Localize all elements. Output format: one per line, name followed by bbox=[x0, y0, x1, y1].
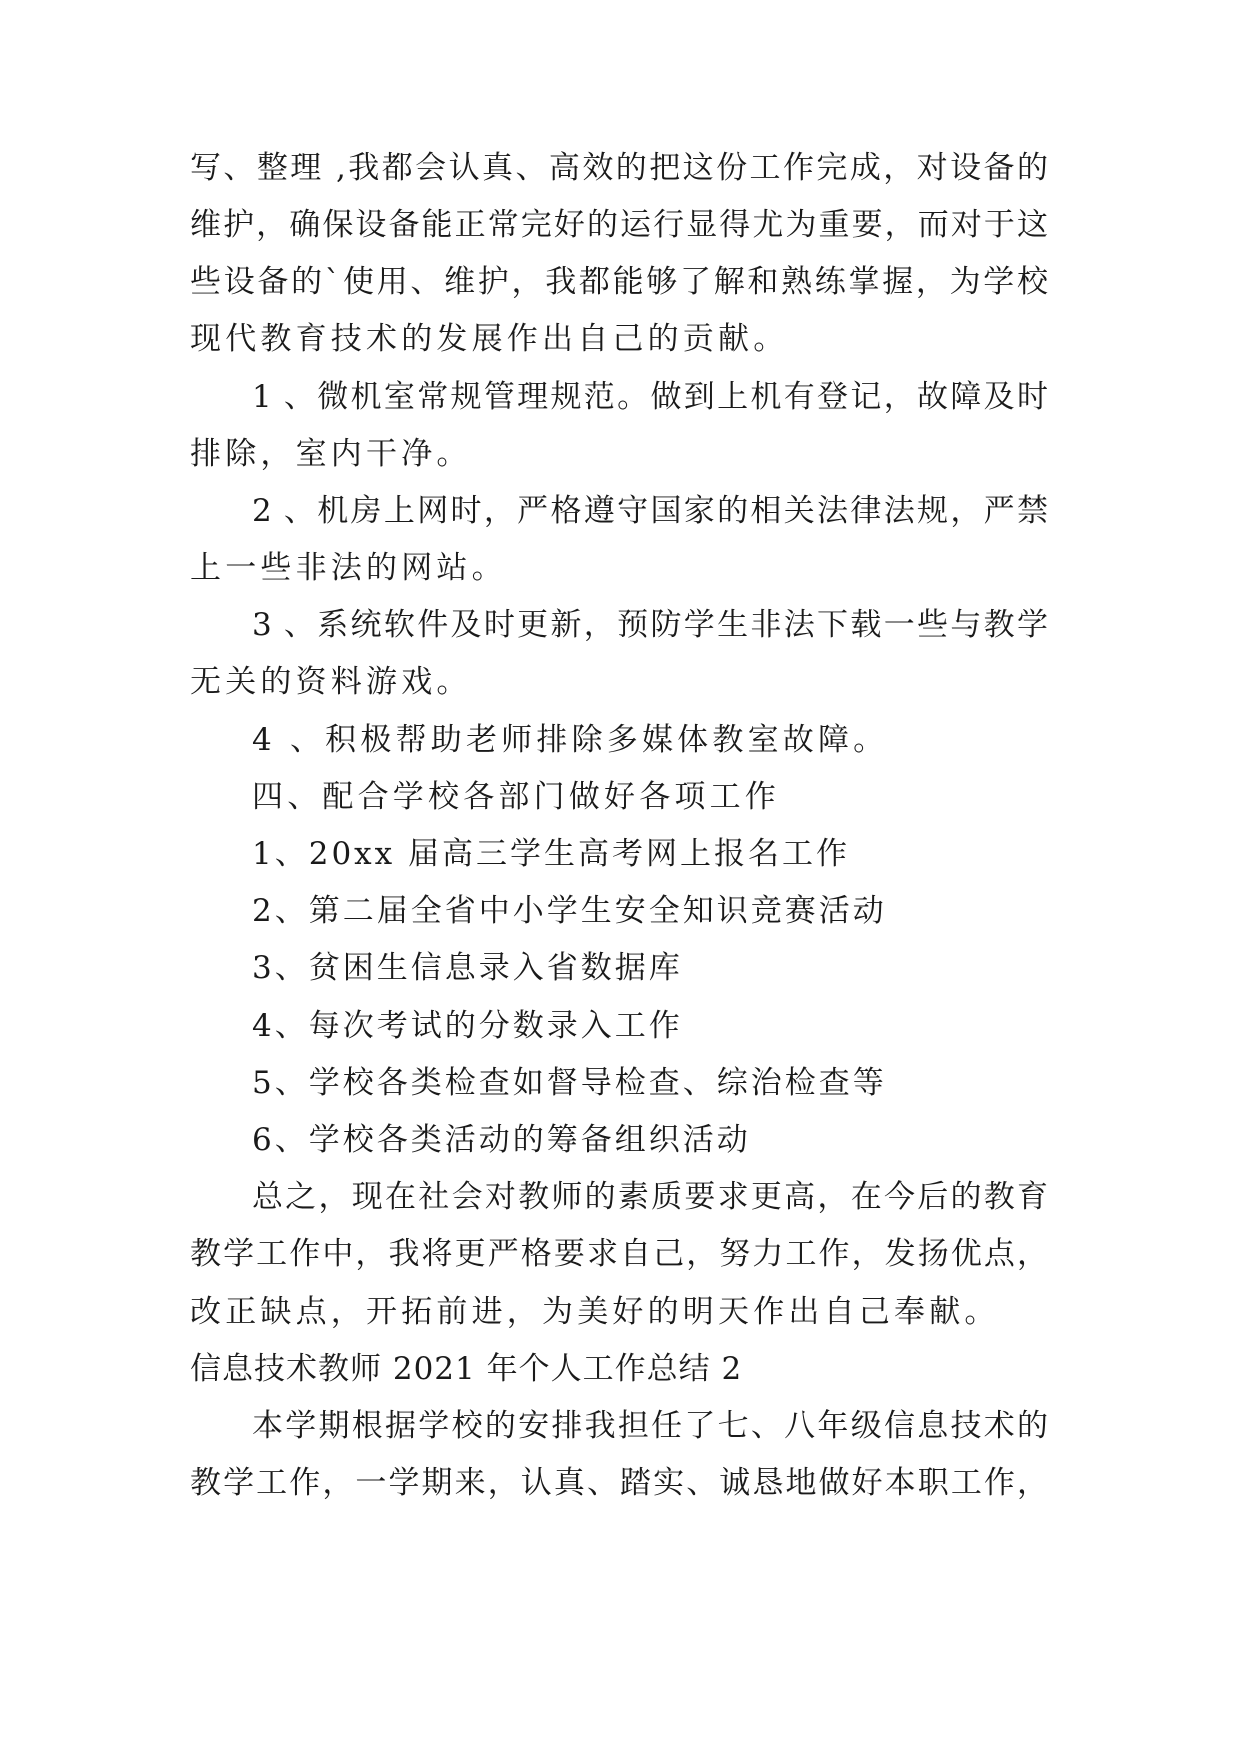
paragraph-line: 维护，确保设备能正常完好的运行显得尤为重要，而对于这 bbox=[190, 207, 1048, 243]
list-item-line: 3 、系统软件及时更新，预防学生非法下载一些与教学 bbox=[252, 607, 1048, 643]
list-item-line: 排除，室内干净。 bbox=[190, 436, 472, 472]
list-item: 6、学校各类活动的筹备组织活动 bbox=[252, 1122, 751, 1158]
list-item: 5、学校各类检查如督导检查、综治检查等 bbox=[252, 1065, 887, 1101]
list-item: 1、20xx 届高三学生高考网上报名工作 bbox=[252, 836, 850, 872]
paragraph-line: 写、整理 ,我都会认真、高效的把这份工作完成，对设备的 bbox=[190, 150, 1048, 186]
section-title: 信息技术教师 2021 年个人工作总结 2 bbox=[190, 1351, 743, 1387]
list-item-line: 上一些非法的网站。 bbox=[190, 550, 507, 586]
paragraph-line: 改正缺点，开拓前进，为美好的明天作出自己奉献。 bbox=[190, 1294, 1000, 1330]
paragraph-line: 教学工作，一学期来，认真、踏实、诚恳地做好本职工作， bbox=[190, 1465, 1048, 1501]
list-item-line: 无关的资料游戏。 bbox=[190, 664, 472, 700]
list-item-line: 1 、微机室常规管理规范。做到上机有登记，故障及时 bbox=[252, 379, 1048, 415]
paragraph-line: 本学期根据学校的安排我担任了七、八年级信息技术的 bbox=[252, 1408, 1048, 1444]
list-item: 3、贫困生信息录入省数据库 bbox=[252, 950, 683, 986]
paragraph-line: 些设备的`使用、维护，我都能够了解和熟练掌握，为学校 bbox=[190, 264, 1048, 300]
list-item: 2、第二届全省中小学生安全知识竞赛活动 bbox=[252, 893, 887, 929]
list-item: 4、每次考试的分数录入工作 bbox=[252, 1008, 683, 1044]
section-heading: 四、配合学校各部门做好各项工作 bbox=[252, 779, 780, 815]
paragraph-line: 教学工作中，我将更严格要求自己，努力工作，发扬优点， bbox=[190, 1236, 1048, 1272]
list-item-line: 4 、积极帮助老师排除多媒体教室故障。 bbox=[252, 722, 889, 758]
paragraph-line: 总之，现在社会对教师的素质要求更高，在今后的教育 bbox=[252, 1179, 1048, 1215]
paragraph-line: 现代教育技术的发展作出自己的贡献。 bbox=[190, 321, 789, 357]
list-item-line: 2 、机房上网时，严格遵守国家的相关法律法规，严禁 bbox=[252, 493, 1048, 529]
